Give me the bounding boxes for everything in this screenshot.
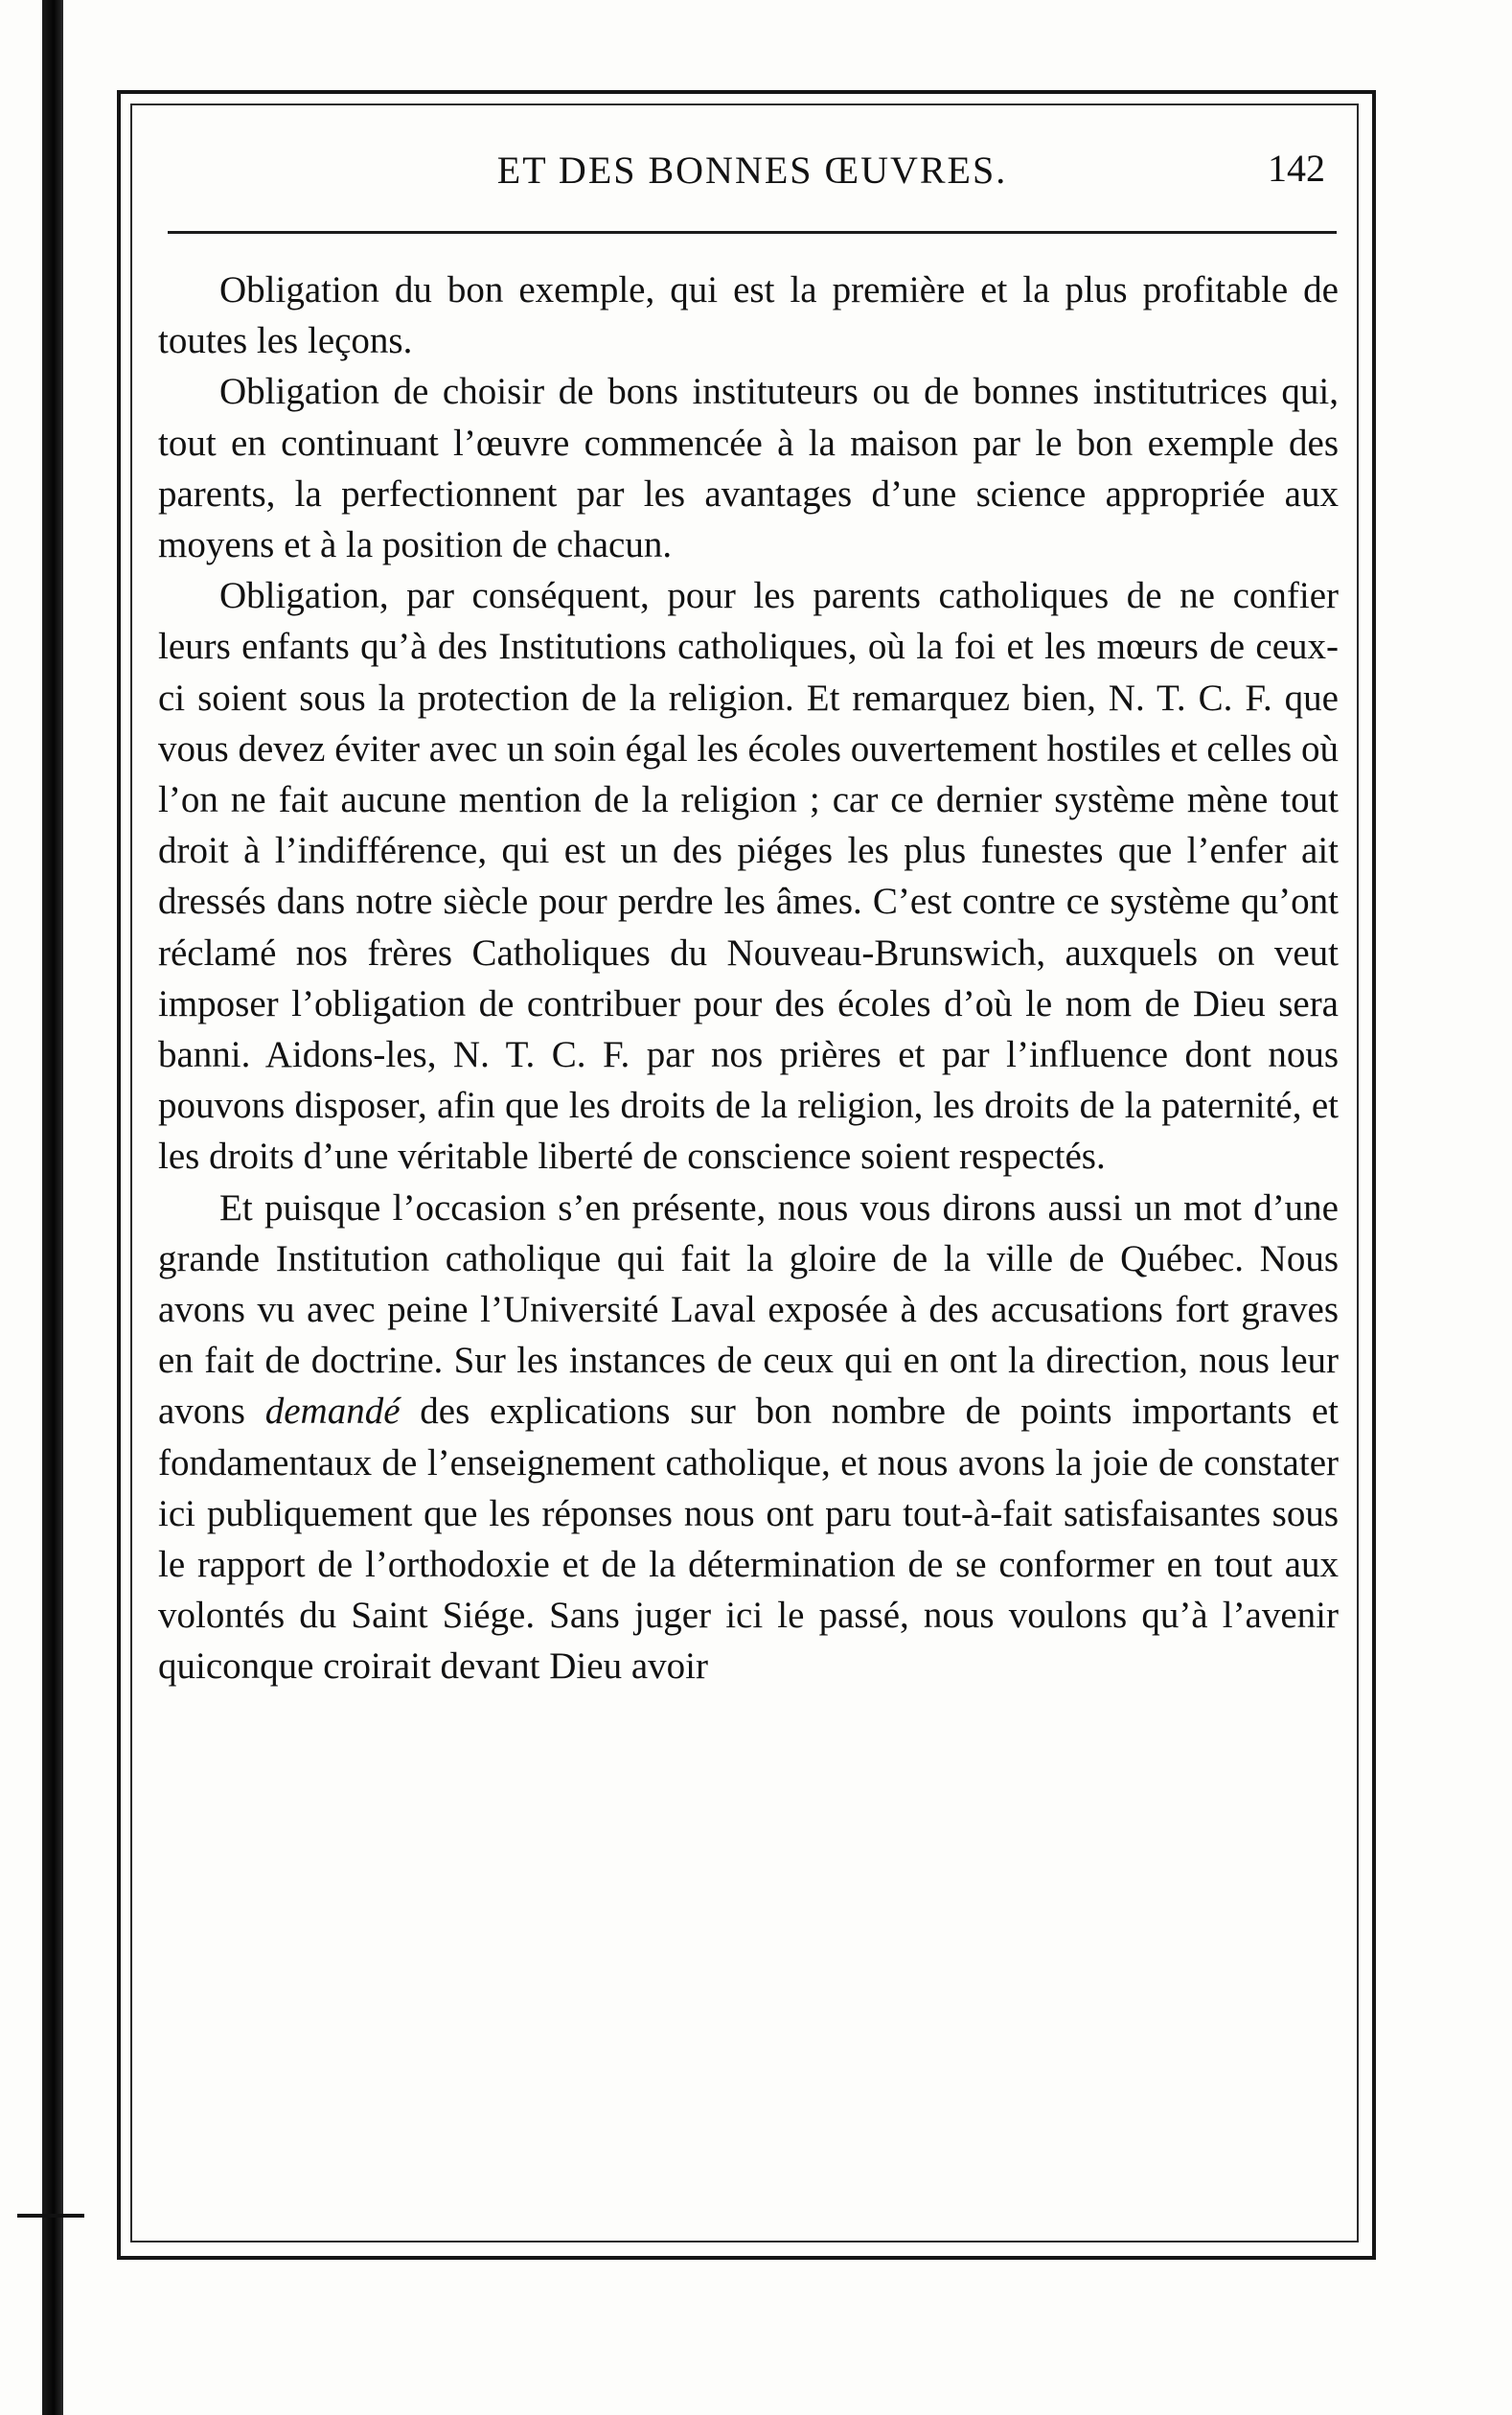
binding-mark <box>17 2214 84 2218</box>
running-title: ET DES BONNES ŒUVRES. <box>496 149 1008 192</box>
paragraph: Obligation du bon exemple, qui est la première et la plus profitable de toutes les leçons. <box>158 269 1339 362</box>
paragraph: Obligation de choisir de bons instituteurs ou de bonnes institutrices qui, tout en continuant l’œuvre commencée à la maison par le bon exemple des parents, la perfectionnent par les avantages d’une science appropriée aux moyens et à la position de chacun. <box>158 371 1339 566</box>
body-text <box>158 264 1339 1692</box>
binding-edge <box>42 0 63 2415</box>
paragraph-text: des explications sur bon nombre de points importants et fondamentaux de l’enseignement catholique, et nous avons la joie de constater ici publiquement que les réponses nous ont paru tout-à-fait satisfaisantes sous le rapport de l’orthodoxie et de la détermination de se conformer en tout aux volontés du Saint Siége. Sans juger ici le passé, nous voulons qu’à l’avenir quiconque croirait devant Dieu avoir <box>158 1391 1339 1688</box>
page-number: 142 <box>1268 147 1325 190</box>
paragraph: Obligation, par conséquent, pour les parents catholiques de ne confier leurs enfants qu’à des Institutions catholiques, où la foi et les mœurs de ceux-ci soient sous la protection de la religion. Et remarquez bien, N. T. C. F. que vous devez éviter avec un soin égal les écoles ouvertement hostiles et celles où l’on ne fait aucune mention de la religion ; car ce dernier système mène tout droit à l’indifférence, qui est un des piéges les plus funestes que l’enfer ait dressés dans notre siècle pour perdre les âmes. C’est contre ce système qu’ont réclamé nos frères Catholiques du Nouveau-Brunswich, auxquels on veut imposer l’obligation de contribuer pour des écoles d’où le nom de Dieu sera banni. Aidons-les, N. T. C. F. par nos prières et par l’influence dont nous pouvons disposer, afin que les droits de la religion, les droits de la paternité, et les droits d’une véritable liberté de conscience soient respectés. <box>158 575 1339 1178</box>
running-header <box>168 136 1337 203</box>
paragraph <box>158 1183 1339 1692</box>
header-divider <box>168 231 1337 234</box>
paragraph-text: Et puisque l’occasion s’en présente, nous vous dirons aussi un mot d’une grande Institution catholique qui fait la gloire de la ville de Québec. Nous avons vu avec peine l’Université Laval exposée à des accusations fort graves en fait de doctrine. Sur les instances de ceux qui en ont la direction, nous leur avons <box>158 1186 1339 1433</box>
emphasized-word: demandé <box>264 1391 401 1433</box>
